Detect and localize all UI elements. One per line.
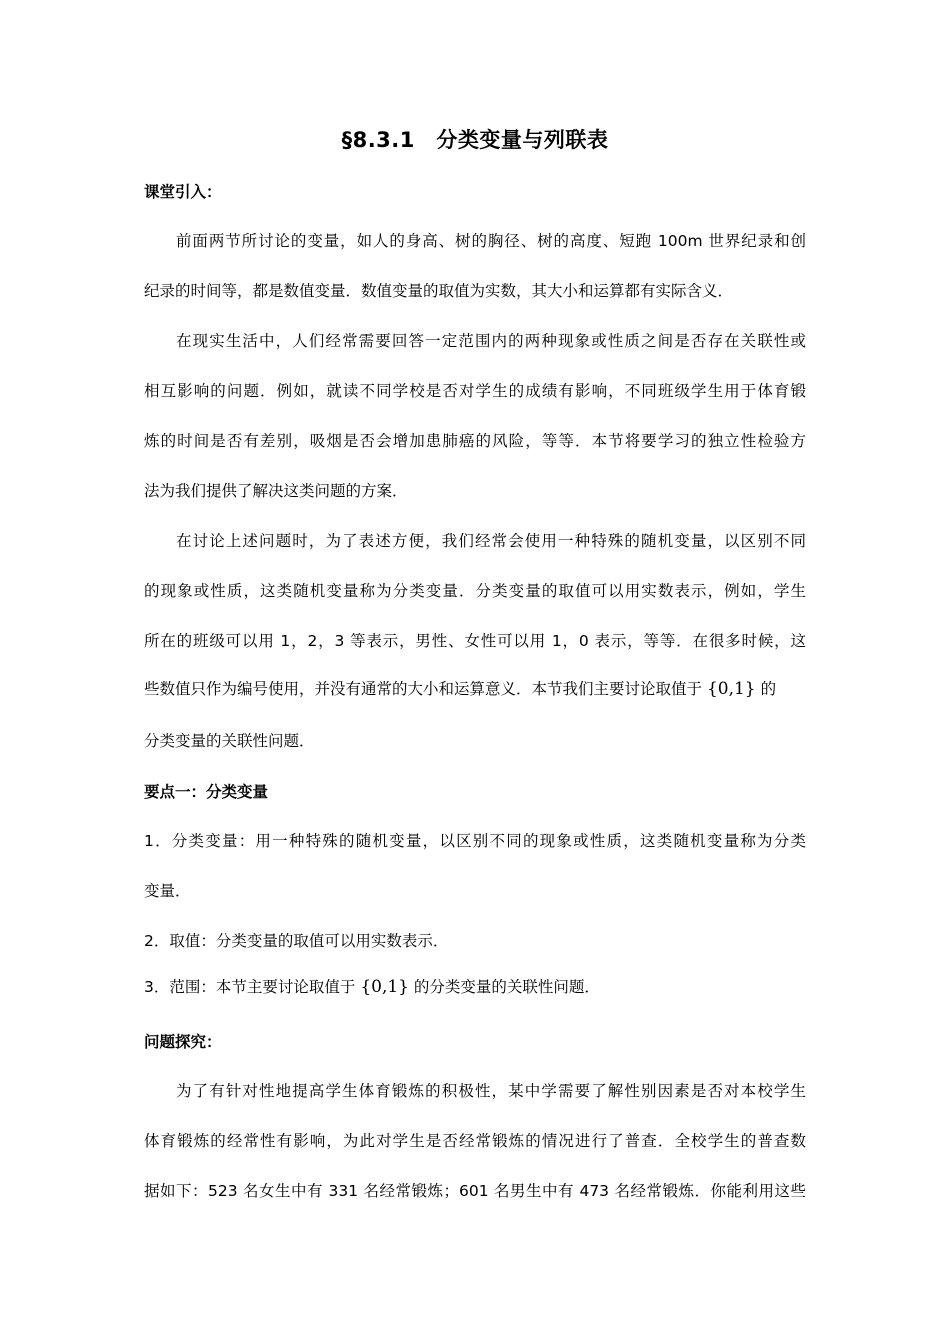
paragraph-line-with-set xyxy=(144,678,806,700)
line-text: 的分类变量的关联性问题． xyxy=(413,978,600,996)
paragraph-line: 体育锻炼的经常性有影响，为此对学生是否经常锻炼的情况进行了普查．全校学生的普查数 xyxy=(144,1132,806,1150)
list-item-continuation: 变量． xyxy=(144,882,191,900)
paragraph-line: 法为我们提供了解决这类问题的方案． xyxy=(144,482,408,500)
paragraph-line: 炼的时间是否有差别，吸烟是否会增加患肺癌的风险，等等．本节将要学习的独立性检验方 xyxy=(144,432,806,450)
line-text: 的 xyxy=(760,680,777,698)
paragraph-line: 为了有针对性地提高学生体育锻炼的积极性，某中学需要了解性别因素是否对本校学生 xyxy=(176,1082,806,1100)
page-title: §8.3.1 分类变量与列联表 xyxy=(341,128,609,152)
paragraph-line: 所在的班级可以用 1，2，3 等表示，男性、女性可以用 1，0 表示，等等．在很多时候，这 xyxy=(144,632,806,650)
section-heading-intro: 课堂引入： xyxy=(144,183,222,201)
paragraph-line: 在现实生活中，人们经常需要回答一定范围内的两种现象或性质之间是否存在关联性或 xyxy=(176,332,806,350)
set-notation: {0,1} xyxy=(360,977,409,997)
section-heading-explore: 问题探究： xyxy=(144,1033,222,1051)
paragraph-line: 分类变量的关联性问题． xyxy=(144,732,315,750)
list-item-with-set xyxy=(144,976,806,998)
line-text: 3．范围：本节主要讨论取值于 xyxy=(144,978,356,996)
list-item: 2．取值：分类变量的取值可以用实数表示． xyxy=(144,932,449,950)
paragraph-line: 相互影响的问题．例如，就读不同学校是否对学生的成绩有影响，不同班级学生用于体育锻 xyxy=(144,382,806,400)
paragraph-line: 纪录的时间等，都是数值变量．数值变量的取值为实数，其大小和运算都有实际含义． xyxy=(144,282,734,300)
paragraph-line: 前面两节所讨论的变量，如人的身高、树的胸径、树的高度、短跑 100m 世界纪录和创 xyxy=(176,232,806,250)
paragraph-line: 在讨论上述问题时，为了表述方便，我们经常会使用一种特殊的随机变量，以区别不同 xyxy=(176,532,806,550)
line-text: 些数值只作为编号使用，并没有通常的大小和运算意义．本节我们主要讨论取值于 xyxy=(144,680,703,698)
section-heading-key-point: 要点一：分类变量 xyxy=(144,783,269,801)
list-item: 1．分类变量：用一种特殊的随机变量，以区别不同的现象或性质，这类随机变量称为分类 xyxy=(144,832,806,850)
paragraph-line: 据如下：523 名女生中有 331 名经常锻炼；601 名男生中有 473 名经常锻炼．你能利用这些 xyxy=(144,1182,806,1200)
paragraph-line: 的现象或性质，这类随机变量称为分类变量．分类变量的取值可以用实数表示，例如，学生 xyxy=(144,582,806,600)
set-notation: {0,1} xyxy=(706,679,756,699)
